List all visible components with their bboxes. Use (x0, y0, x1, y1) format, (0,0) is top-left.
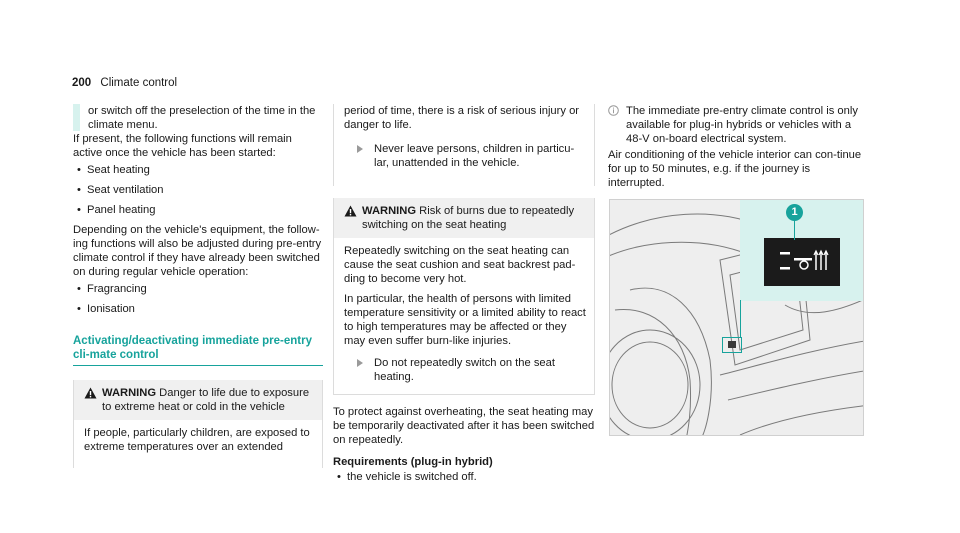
function-list (73, 282, 323, 316)
column-1 (73, 104, 323, 468)
callout-number: 1 (786, 204, 803, 221)
paragraph: Air conditioning of the vehicle interior can con-tinue for up to 50 minutes, e.g. if the journey is interrupted. (608, 149, 862, 189)
info-icon (608, 105, 619, 116)
climate-button-icon (764, 238, 840, 286)
highlight-bar (73, 104, 80, 131)
list-item: • the vehicle is switched off. (333, 470, 595, 484)
section-name: Climate control (100, 77, 178, 89)
warning-header (74, 380, 322, 420)
callout-line (794, 218, 795, 240)
dashboard-illustration (609, 199, 864, 436)
warning-box (73, 380, 323, 468)
requirements-list (333, 470, 595, 484)
section-title: Activating/deactivating immediate pre-entry cli-mate control (73, 334, 323, 366)
function-list (73, 163, 323, 217)
warning-text: In particular, the health of persons with limited temperature sensitivity or a limited ability to react to high temperatures may be affected or they may even suffer burn-like injuries. (344, 293, 586, 347)
warning-text: period of time, there is a risk of serious injury or danger to life. (344, 105, 580, 131)
requirements-title: Requirements (plug-in hybrid) (333, 456, 493, 468)
warning-text: Repeatedly switching on the seat heating can cause the seat cushion and seat backrest pad-ding to become very hot. (344, 245, 576, 285)
callout-connector (740, 300, 741, 337)
paragraph: Depending on the vehicle's equipment, the follow-ing functions will also be adjusted during pre-entry climate control if they have already been switched on during regular vehicle operation: (73, 224, 322, 278)
list-item: • Seat ventilation (73, 183, 323, 197)
warning-body (74, 420, 322, 468)
paragraph: If present, the following functions will remain active once the vehicle has been started: (73, 133, 292, 159)
page-header (72, 76, 177, 90)
column-3 (608, 104, 863, 190)
info-text: The immediate pre-entry climate control is only available for plug-in hybrids or vehicles with a 48-V on-board electrical system. (626, 105, 858, 145)
list-item: • Panel heating (73, 203, 323, 217)
warning-header (334, 198, 594, 238)
warning-triangle-icon (344, 205, 357, 217)
lead-paragraph: or switch off the preselection of the time in the climate menu. (88, 105, 316, 131)
list-item: • Fragrancing (73, 282, 323, 296)
warning-box (333, 198, 595, 395)
warning-text: If people, particularly children, are exposed to extreme temperatures over an extended (84, 427, 310, 453)
list-item: • Seat heating (73, 163, 323, 177)
instruction (344, 142, 586, 170)
instruction-text: Never leave persons, children in particu-lar, unattended in the vehicle. (374, 143, 575, 169)
instruction-text: Do not repeatedly switch on the seat heating. (374, 357, 555, 383)
arrow-right-icon (357, 359, 363, 367)
list-item: • Ionisation (73, 302, 323, 316)
column-2 (333, 104, 595, 490)
arrow-right-icon (357, 145, 363, 153)
info-note (608, 104, 863, 146)
warning-body (334, 238, 594, 394)
button-location-marker (722, 337, 742, 353)
paragraph: To protect against overheating, the seat heating may be temporarily deactivated after it has been switched on repeatedly. (333, 406, 595, 446)
instruction (344, 356, 586, 384)
warning-triangle-icon (84, 387, 97, 399)
warning-label: WARNING (102, 387, 157, 399)
warning-title: Risk of burns due to repeatedly switching on the seat heating (362, 205, 575, 231)
warning-label: WARNING (362, 205, 417, 217)
warning-title: Danger to life due to exposure to extreme heat or cold in the vehicle (102, 387, 310, 413)
warning-continued (333, 104, 595, 186)
page-number: 200 (72, 77, 92, 89)
